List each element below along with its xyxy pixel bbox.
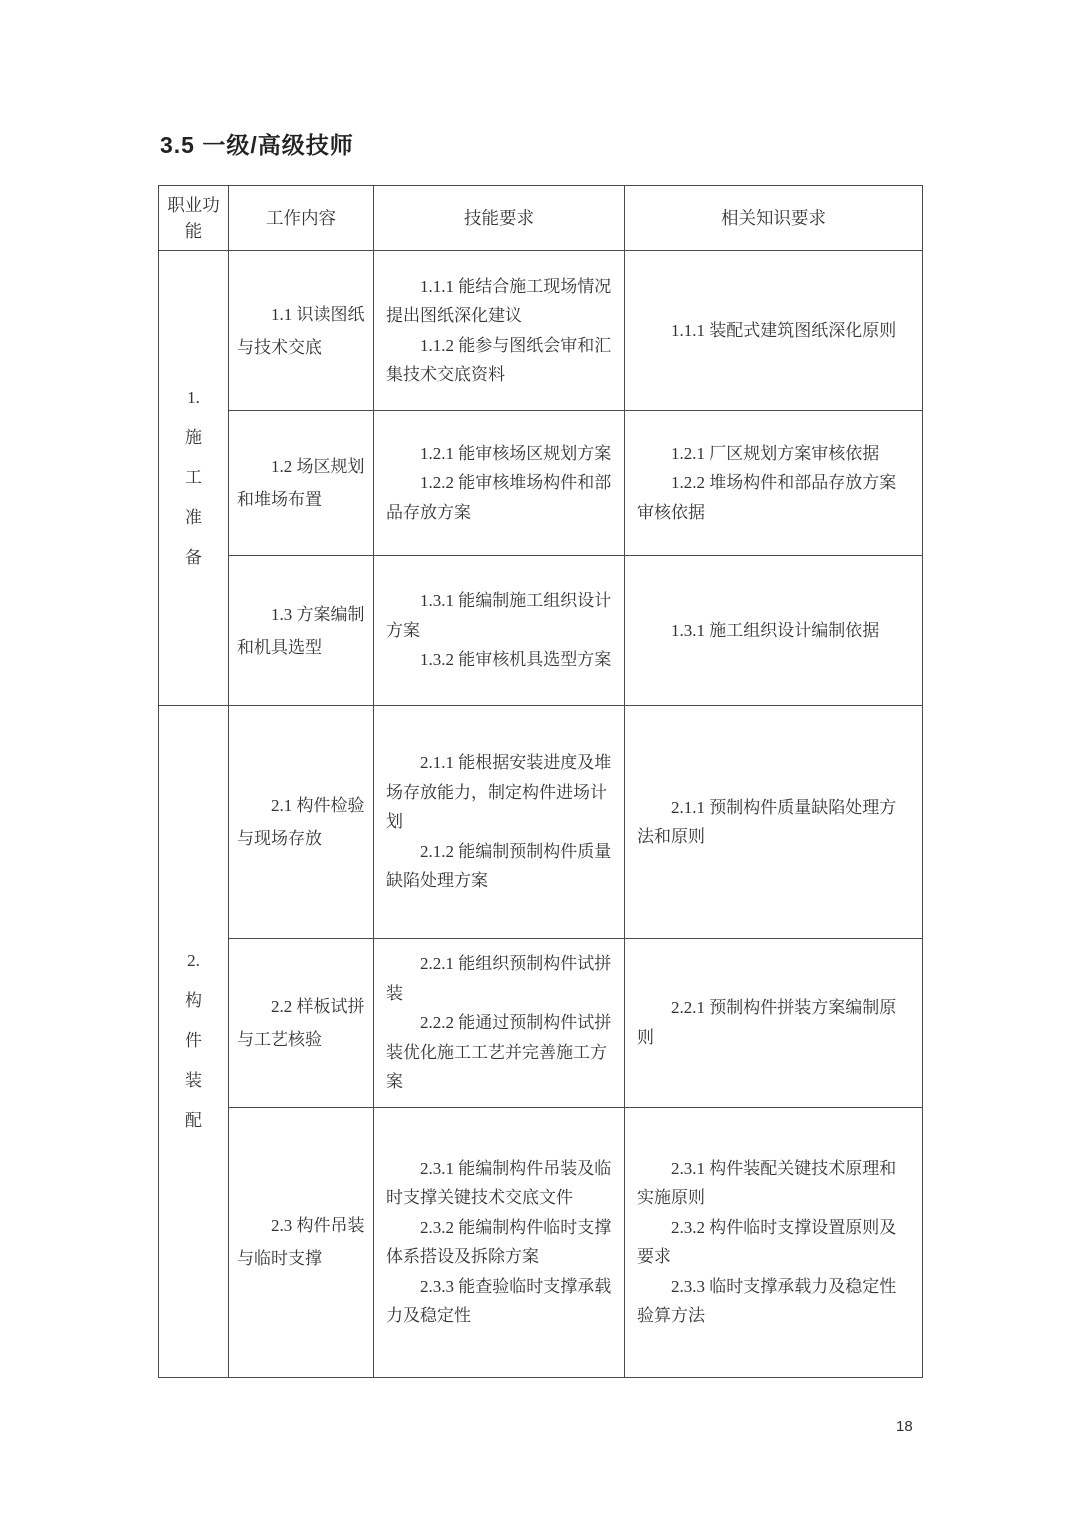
section-title: 3.5 一级/高级技师 [160, 132, 354, 158]
skill-item: 2.3.2 能编制构件临时支撑体系搭设及拆除方案 [386, 1217, 612, 1266]
knowledge-item: 1.2.1 厂区规划方案审核依据 [671, 443, 880, 463]
header-related-knowledge: 相关知识要求 [625, 186, 923, 251]
knowledge-item: 1.3.1 施工组织设计编制依据 [671, 620, 880, 640]
table-row [159, 706, 923, 939]
knowledge-item: 2.2.1 预制构件拼装方案编制原则 [637, 998, 897, 1047]
function-label: 2. 构件装配 [185, 951, 202, 1131]
skill-item: 1.1.1 能结合施工现场情况提出图纸深化建议 [386, 276, 612, 325]
task-cell [229, 706, 374, 939]
table-row [159, 251, 923, 411]
knowledge-cell [625, 1107, 923, 1377]
skill-item: 2.3.3 能查验临时支撑承载力及稳定性 [386, 1276, 612, 1325]
skills-cell [374, 556, 625, 706]
task-cell [229, 556, 374, 706]
task-text: 1.1 识读图纸与技术交底 [237, 304, 365, 357]
table-row [159, 411, 923, 556]
skill-item: 1.2.2 能审核堆场构件和部品存放方案 [386, 473, 612, 522]
task-text: 2.3 构件吊装与临时支撑 [237, 1216, 365, 1268]
skills-cell [374, 411, 625, 556]
function-label: 1. 施工准备 [185, 388, 202, 567]
skill-item: 2.1.2 能编制预制构件质量缺陷处理方案 [386, 841, 612, 891]
knowledge-item: 2.3.3 临时支撑承载力及稳定性验算方法 [637, 1276, 897, 1325]
skill-item: 1.1.2 能参与图纸会审和汇集技术交底资料 [386, 335, 612, 384]
skill-item: 1.2.1 能审核场区规划方案 [420, 443, 612, 463]
skill-item: 2.3.1 能编制构件吊装及临时支撑关键技术交底文件 [386, 1158, 612, 1207]
function-cell [159, 251, 229, 706]
task-cell [229, 411, 374, 556]
knowledge-cell [625, 939, 923, 1108]
skills-cell [374, 251, 625, 411]
skills-cell [374, 939, 625, 1108]
skill-item: 1.3.1 能编制施工组织设计方案 [386, 591, 612, 640]
task-text: 2.1 构件检验与现场存放 [237, 796, 365, 848]
header-occupational-function: 职业功能 [159, 186, 229, 251]
knowledge-cell [625, 411, 923, 556]
table-row [159, 939, 923, 1108]
skill-item: 2.2.2 能通过预制构件试拼装优化施工工艺并完善施工方案 [386, 1013, 612, 1091]
knowledge-cell [625, 706, 923, 939]
task-cell [229, 1107, 374, 1377]
knowledge-item: 1.1.1 装配式建筑图纸深化原则 [671, 320, 897, 340]
occupational-standard-table [158, 185, 923, 1378]
knowledge-item: 2.3.1 构件装配关键技术原理和实施原则 [637, 1158, 897, 1207]
page-number: 18 [896, 1418, 913, 1435]
header-skill-requirements: 技能要求 [374, 186, 625, 251]
table-row [159, 556, 923, 706]
skill-item: 1.3.2 能审核机具选型方案 [420, 650, 612, 670]
function-cell [159, 706, 229, 1378]
table-row [159, 1107, 923, 1377]
skill-item: 2.1.1 能根据安装进度及堆场存放能力，制定构件进场计划 [386, 753, 612, 832]
knowledge-item: 2.1.1 预制构件质量缺陷处理方法和原则 [637, 797, 897, 846]
skills-cell [374, 706, 625, 939]
header-work-content: 工作内容 [229, 186, 374, 251]
task-cell [229, 251, 374, 411]
task-text: 2.2 样板试拼与工艺核验 [237, 996, 365, 1049]
table-body [159, 251, 923, 1378]
knowledge-item: 1.2.2 堆场构件和部品存放方案审核依据 [637, 473, 897, 522]
knowledge-cell [625, 556, 923, 706]
skills-cell [374, 1107, 625, 1377]
task-text: 1.3 方案编制和机具选型 [237, 604, 365, 657]
table-header [159, 186, 923, 251]
knowledge-item: 2.3.2 构件临时支撑设置原则及要求 [637, 1217, 897, 1266]
task-text: 1.2 场区规划和堆场布置 [237, 457, 365, 509]
skill-item: 2.2.1 能组织预制构件试拼装 [386, 954, 612, 1003]
table-header-row [159, 186, 923, 251]
knowledge-cell [625, 251, 923, 411]
task-cell [229, 939, 374, 1108]
